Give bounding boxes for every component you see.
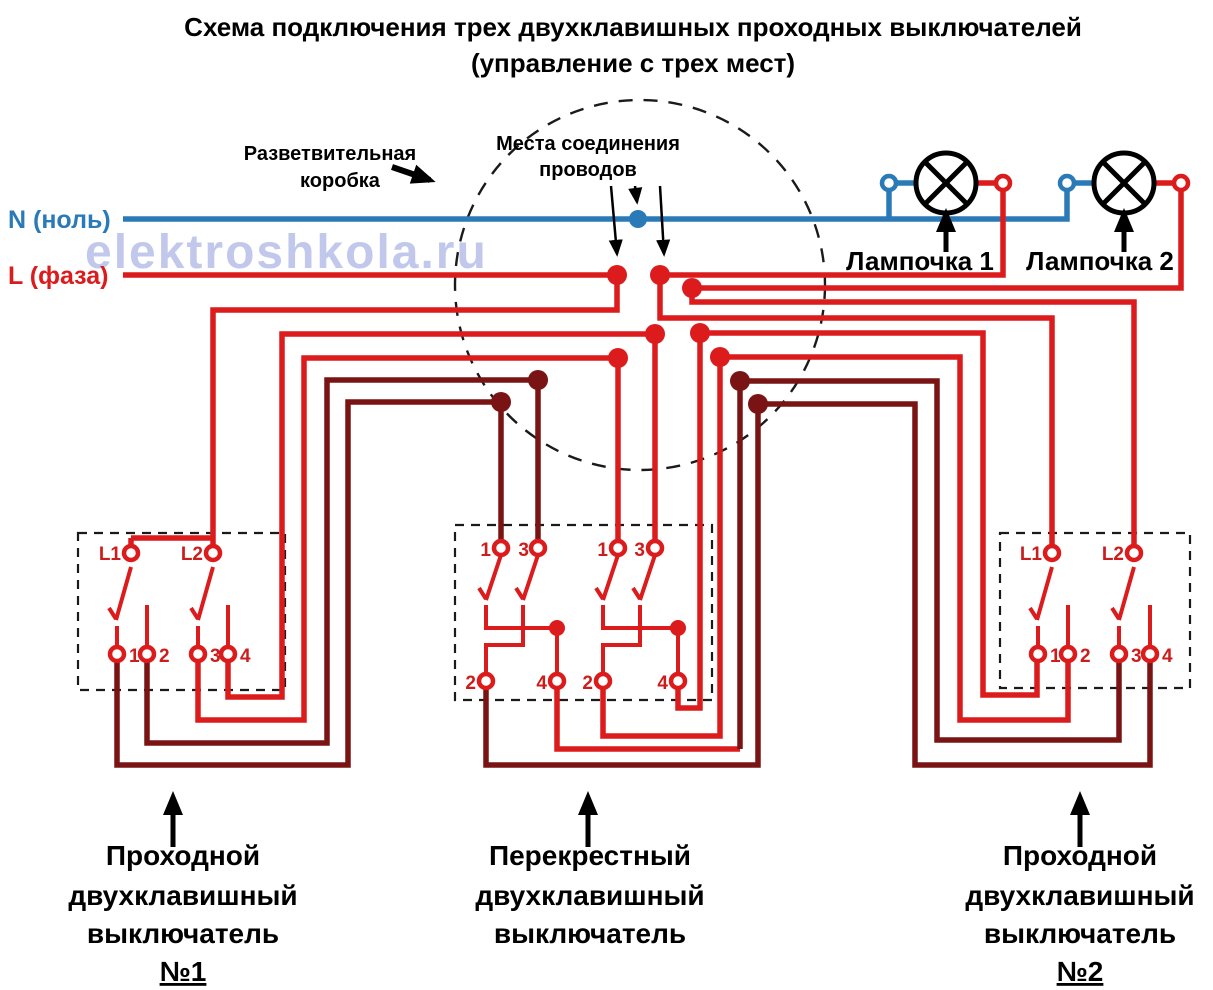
switch2-label-4: 4 [1162,646,1173,667]
switch1-label-4: 4 [240,646,251,667]
switch2-terminal-l2 [1127,546,1141,560]
cross-a-label-2: 2 [465,673,476,694]
switch2-terminal-l1 [1045,546,1059,560]
splice-b2-dot [710,347,730,367]
neutral-label: N (ноль) [8,206,111,234]
phase-to-switch1-wire [213,275,617,538]
splice-phase-dot [607,265,627,285]
splice-a4-dot [730,371,750,391]
switch1-caption-line3: выключатель [86,918,280,949]
cross-b-label-2: 2 [582,673,593,694]
cross-caption-line3: выключатель [493,918,687,949]
neutral-splice-dot [629,210,647,228]
switch2-terminal-2 [1061,647,1075,661]
cross-a-terminal-2 [479,674,493,688]
switch1-terminal-2 [140,647,154,661]
splice-t1-dot [491,392,511,412]
splice-lamp1-dot [650,265,670,285]
cross-b-label-4: 4 [657,673,668,694]
phase-net [123,275,617,547]
junction-box-label-line2: коробка [300,170,380,192]
switch2-label-3: 3 [1131,646,1142,667]
junction-box-circle [455,100,825,470]
cross-b-bar-3-2 [603,605,640,674]
junction-box-arrow [392,167,430,180]
cross-a-bar-3-2 [486,605,523,674]
cross-b-terminal-4 [671,674,685,688]
cross-b-terminal-3 [648,541,662,555]
switch2-caption-line1: Проходной [1002,840,1158,871]
phase-label: L (фаза) [8,262,109,290]
switch1-internals [109,567,228,647]
switch2-caption-number: №2 [1056,956,1104,987]
switch1-caption-number: №1 [159,956,207,987]
splice-b4-dot [690,323,710,343]
cross-b-terminal-2 [596,674,610,688]
cross-a-label-4: 4 [536,673,547,694]
switch1-terminal-1 [110,647,124,661]
cross-b-label-3: 3 [634,540,645,561]
cross-switch-internals [479,555,686,674]
switch1-label-2: 2 [159,646,170,667]
traveler-sw1-t2-wire [147,380,538,743]
lamp2-cross-icon [1103,162,1145,204]
lamp1-cross-icon [925,162,967,204]
cross-caption-line2: двухклавишный [475,880,705,911]
switch2-label-2: 2 [1080,646,1091,667]
cross-a-terminal-1 [494,541,508,555]
cross-a-label-3: 3 [518,540,529,561]
traveler-cross-a4-wire-dark [740,381,1119,740]
connection-points-label-line2: проводов [539,159,637,181]
cross-a-lever-3 [516,555,538,600]
traveler-cross-a4-wire [557,688,740,749]
switch2-terminal-4 [1143,647,1157,661]
cross-b-lever-1 [596,555,618,600]
switch1-terminal-l1 [124,546,138,560]
switch2-caption-line2: двухклавишный [965,880,1195,911]
switch2-label-l2: L2 [1101,544,1124,565]
diagram-title-line1: Схема подключения трех двухклавишных проходных выключателей [184,12,1082,42]
diagram-texts [8,12,1195,987]
cross-b-lever-3 [633,555,655,600]
switch2-label-1: 1 [1050,646,1061,667]
lamp2-label: Лампочка 2 [1026,246,1174,276]
watermark-text: elektroshkola.ru [85,226,488,279]
switch2-terminal-3 [1112,647,1126,661]
switch1-label-l1: L1 [98,544,121,565]
junction-box-label-line1: Разветвительная [243,143,417,165]
connection-points-label-line1: Места соединения [496,133,680,155]
switch1-terminal-l2 [206,546,220,560]
cross-a-junction-dot [549,620,565,636]
cross-b-junction-dot [670,620,686,636]
switch1-caption-line2: двухклавишный [68,880,298,911]
traveler-sw1-t1-wire [117,402,501,765]
cross-b-terminal-1 [611,541,625,555]
switch1-lever-l2 [191,567,213,620]
lamp1-label: Лампочка 1 [846,246,994,276]
splice-a2-dot [748,394,768,414]
connection-arrow-center [635,186,637,202]
cross-b-label-1: 1 [597,540,608,561]
lamp2-phase-terminal [1174,176,1188,190]
traveler-cross-b4-wire [678,333,1037,708]
splice-t3-dot [608,348,628,368]
splice-t4-dot [645,324,665,344]
switch2-terminal-1 [1031,647,1045,661]
switch2-lever-l1 [1030,567,1052,620]
lamp2-neutral-terminal [1060,176,1074,190]
switch1-label-3: 3 [210,646,221,667]
switch2-internals [1030,567,1150,647]
lamp1-neutral-terminal [882,176,896,190]
splice-t2-dot [528,370,548,390]
cross-a-label-1: 1 [480,540,491,561]
cross-a-lever-1 [479,555,501,600]
cross-a-terminal-4 [550,674,564,688]
lamp1-phase-terminal [996,176,1010,190]
switch1-terminal-4 [221,647,235,661]
diagram-title-line2: (управление с трех мест) [470,48,796,78]
switch2-lever-l2 [1112,567,1134,620]
switch1-caption-line1: Проходной [105,840,261,871]
traveler-sw1-t4-wire [228,334,655,697]
switch1-lever-l1 [109,567,131,620]
cross-a-terminal-3 [531,541,545,555]
switch1-label-1: 1 [129,646,140,667]
switch1-terminal-3 [191,647,205,661]
switch2-caption-line3: выключатель [983,918,1177,949]
switch2-label-l1: L1 [1019,544,1042,565]
splice-lamp2-dot [682,278,702,298]
switch1-label-l2: L2 [180,544,203,565]
cross-caption-line1: Перекрестный [488,840,692,871]
